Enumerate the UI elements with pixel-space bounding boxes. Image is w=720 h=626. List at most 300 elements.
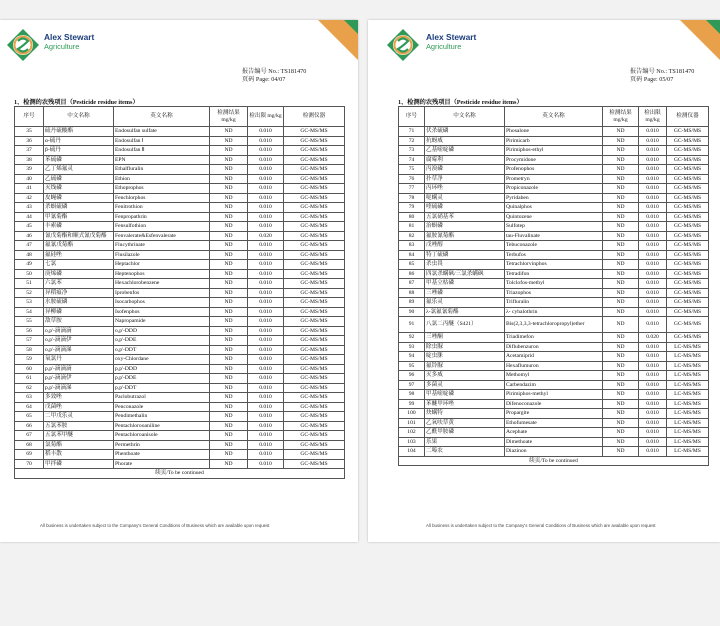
report-no-label: 报告编号 No.:: [630, 68, 668, 75]
row-cn-name: 治螟磷: [425, 222, 505, 232]
row-method: GC-MS/MS: [284, 402, 345, 412]
row-cn-name: 异稻瘟净: [44, 288, 114, 298]
row-method: LC-MS/MS: [667, 399, 709, 409]
row-result: ND: [603, 279, 639, 289]
row-lod: 0.010: [639, 307, 667, 317]
table-row: [15, 260, 345, 270]
row-en-name: Trifluralin: [505, 298, 603, 308]
row-index: 57: [15, 336, 44, 346]
table-row: [15, 269, 345, 279]
row-en-name: Propargite: [505, 409, 603, 419]
row-method: GC-MS/MS: [284, 374, 345, 384]
row-cn-name: β-硫丹: [44, 146, 114, 156]
row-cn-name: 戊菌唑: [44, 402, 114, 412]
table-row: [15, 136, 345, 146]
row-cn-name: o,p'-滴滴伊: [44, 336, 114, 346]
row-result: ND: [603, 428, 639, 438]
row-index: 92: [399, 333, 425, 343]
row-index: 98: [399, 390, 425, 400]
row-method: GC-MS/MS: [284, 269, 345, 279]
row-result: ND: [603, 241, 639, 251]
row-en-name: Endosulfan sulfate: [114, 127, 210, 137]
row-index: 76: [399, 174, 425, 184]
row-result: ND: [210, 307, 248, 317]
row-cn-name: 喹硫磷: [425, 203, 505, 213]
row-index: 61: [15, 374, 44, 384]
table-row: [399, 352, 709, 362]
row-lod: 0.010: [248, 431, 284, 441]
report-no: TS181470: [280, 68, 307, 75]
row-lod: 0.010: [248, 412, 284, 422]
report-info: [242, 68, 306, 84]
header-method: 检测仪器: [667, 107, 709, 127]
row-result: ND: [210, 269, 248, 279]
table-row: [399, 212, 709, 222]
row-en-name: Quintozene: [505, 212, 603, 222]
row-en-name: Pirimiphos-ethyl: [505, 146, 603, 156]
row-cn-name: 甲基嘧啶磷: [425, 390, 505, 400]
row-method: LC-MS/MS: [667, 409, 709, 419]
row-result: ND: [210, 260, 248, 270]
table-row: [399, 193, 709, 203]
row-en-name: Methomyl: [505, 371, 603, 381]
row-lod: 0.010: [248, 155, 284, 165]
row-cn-name: 氰戊菊酯和顺式氰戊菊酯: [44, 231, 114, 241]
table-row: [399, 165, 709, 175]
header-en-name: 英文名称: [505, 107, 603, 127]
row-en-name: o,p'-DDT: [114, 345, 210, 355]
row-method: GC-MS/MS: [284, 364, 345, 374]
row-lod: 0.010: [248, 307, 284, 317]
row-method: LC-MS/MS: [667, 352, 709, 362]
row-lod: 0.010: [248, 127, 284, 137]
row-cn-name: 二嗪农: [425, 447, 505, 457]
table-row: [399, 390, 709, 400]
row-index: 52: [15, 288, 44, 298]
row-cn-name: λ-氯氟氰菊酯: [425, 307, 505, 317]
row-cn-name: 伏杀硫磷: [425, 127, 505, 137]
row-method: GC-MS/MS: [284, 193, 345, 203]
table-row: [399, 371, 709, 381]
section-title: 1、检测的农残项目（Pesticide residue items）: [398, 99, 523, 106]
row-cn-name: 特丁硫磷: [425, 250, 505, 260]
table-row: [399, 333, 709, 343]
row-result: ND: [603, 361, 639, 371]
row-lod: 0.010: [248, 250, 284, 260]
row-lod: 0.010: [639, 428, 667, 438]
row-result: ND: [210, 193, 248, 203]
row-method: GC-MS/MS: [667, 250, 709, 260]
table-row: [15, 231, 345, 241]
row-lod: 0.010: [248, 241, 284, 251]
row-lod: 0.010: [248, 421, 284, 431]
row-en-name: Hexaflumuron: [505, 361, 603, 371]
table-row: [15, 393, 345, 403]
row-cn-name: 多菌灵: [425, 380, 505, 390]
row-result: ND: [210, 165, 248, 175]
row-en-name: Bis(2,3,3,3-tetrachloropropyl)ether: [505, 317, 603, 333]
table-row: [15, 241, 345, 251]
row-lod: 0.010: [639, 241, 667, 251]
row-index: 37: [15, 146, 44, 156]
row-en-name: Fenpropathrin: [114, 212, 210, 222]
row-result: ND: [603, 155, 639, 165]
corner-decoration-green: [344, 20, 358, 34]
row-index: 95: [399, 361, 425, 371]
brand-name: [44, 33, 94, 51]
row-cn-name: p,p'-滴滴伊: [44, 374, 114, 384]
row-index: 101: [399, 418, 425, 428]
row-en-name: p,p'-DDT: [114, 383, 210, 393]
row-method: GC-MS/MS: [284, 326, 345, 336]
row-en-name: Sulfotep: [505, 222, 603, 232]
row-index: 44: [15, 212, 44, 222]
row-method: GC-MS/MS: [667, 212, 709, 222]
report-page-left: [0, 20, 358, 542]
row-lod: 0.010: [248, 355, 284, 365]
row-lod: 0.010: [639, 298, 667, 308]
row-en-name: Acetamiprid: [505, 352, 603, 362]
row-en-name: Phenthoate: [114, 450, 210, 460]
row-en-name: Penconazole: [114, 402, 210, 412]
row-index: 81: [399, 222, 425, 232]
row-index: 82: [399, 231, 425, 241]
row-en-name: Flucythrinate: [114, 241, 210, 251]
row-result: ND: [210, 412, 248, 422]
row-index: 84: [399, 250, 425, 260]
row-cn-name: 苯硫磷: [44, 155, 114, 165]
row-result: ND: [210, 374, 248, 384]
row-index: 78: [399, 193, 425, 203]
header-index: 序号: [399, 107, 425, 127]
table-row: [399, 241, 709, 251]
header-cn-name: 中文名称: [425, 107, 505, 127]
row-index: 85: [399, 260, 425, 270]
table-row: [399, 174, 709, 184]
row-index: 100: [399, 409, 425, 419]
row-result: ND: [603, 250, 639, 260]
header-result: 检测结果 mg/kg: [210, 107, 248, 127]
section-title: 1、检测的农残项目（Pesticide residue items）: [14, 99, 139, 106]
row-method: GC-MS/MS: [667, 241, 709, 251]
row-result: ND: [210, 402, 248, 412]
row-method: GC-MS/MS: [284, 155, 345, 165]
brand-line2: Agriculture: [426, 42, 462, 52]
row-cn-name: 丙环唑: [425, 184, 505, 194]
row-result: ND: [603, 174, 639, 184]
row-en-name: Isocarbophos: [114, 298, 210, 308]
table-row: [15, 402, 345, 412]
row-en-name: Procymidone: [505, 155, 603, 165]
row-index: 55: [15, 317, 44, 327]
row-index: 90: [399, 307, 425, 317]
table-row: [399, 155, 709, 165]
row-en-name: Profenophos: [505, 165, 603, 175]
row-index: 66: [15, 421, 44, 431]
row-index: 45: [15, 222, 44, 232]
row-lod: 0.010: [639, 288, 667, 298]
row-en-name: Pirimicarb: [505, 136, 603, 146]
row-cn-name: 甲拌磷: [44, 459, 114, 469]
page-label: 页码 Page:: [630, 76, 658, 83]
row-result: ND: [603, 390, 639, 400]
row-result: ND: [603, 371, 639, 381]
row-index: 87: [399, 279, 425, 289]
row-lod: 0.010: [248, 374, 284, 384]
row-index: 53: [15, 298, 44, 308]
table-row: [15, 345, 345, 355]
table-row: [399, 317, 709, 333]
row-index: 36: [15, 136, 44, 146]
row-method: LC-MS/MS: [667, 371, 709, 381]
row-index: 103: [399, 437, 425, 447]
row-method: GC-MS/MS: [667, 288, 709, 298]
table-row: [399, 288, 709, 298]
row-lod: 0.010: [639, 155, 667, 165]
table-row: [15, 279, 345, 289]
row-lod: 0.010: [248, 136, 284, 146]
row-result: ND: [603, 193, 639, 203]
table-row: [399, 222, 709, 232]
report-no-label: 报告编号 No.:: [242, 68, 280, 75]
row-lod: 0.010: [248, 269, 284, 279]
to-be-continued: 续页/To be continued: [15, 469, 345, 479]
row-result: ND: [603, 269, 639, 279]
row-cn-name: 抗蚜威: [425, 136, 505, 146]
table-row: [15, 450, 345, 460]
table-row: [15, 250, 345, 260]
row-index: 104: [399, 447, 425, 457]
row-result: ND: [603, 307, 639, 317]
table-row: [399, 184, 709, 194]
row-cn-name: 杀虫畏: [425, 260, 505, 270]
row-lod: 0.010: [639, 437, 667, 447]
row-result: ND: [210, 279, 248, 289]
row-lod: 0.010: [248, 326, 284, 336]
row-lod: 0.010: [639, 127, 667, 137]
row-method: GC-MS/MS: [667, 333, 709, 343]
row-cn-name: 甲氰菊酯: [44, 212, 114, 222]
row-index: 48: [15, 250, 44, 260]
row-method: GC-MS/MS: [667, 231, 709, 241]
row-result: ND: [603, 298, 639, 308]
row-cn-name: 哒螨灵: [425, 193, 505, 203]
row-result: ND: [603, 447, 639, 457]
row-lod: 0.010: [639, 342, 667, 352]
row-cn-name: 氯菊酯: [44, 440, 114, 450]
table-row: [399, 279, 709, 289]
row-index: 91: [399, 317, 425, 333]
row-cn-name: 杀螟硫磷: [44, 203, 114, 213]
row-en-name: λ- cyhalothrin: [505, 307, 603, 317]
table-row: [15, 317, 345, 327]
row-lod: 0.010: [248, 184, 284, 194]
table-row: [399, 269, 709, 279]
row-cn-name: 八氯二丙醚（S421）: [425, 317, 505, 333]
row-method: GC-MS/MS: [284, 383, 345, 393]
brand-line1: Alex Stewart: [426, 32, 477, 42]
row-en-name: Pentachloroanisole: [114, 431, 210, 441]
table-row: [15, 127, 345, 137]
table-row: [399, 146, 709, 156]
row-cn-name: 七氯: [44, 260, 114, 270]
row-result: ND: [603, 380, 639, 390]
row-cn-name: 稻丰散: [44, 450, 114, 460]
table-row: [399, 399, 709, 409]
row-result: ND: [603, 260, 639, 270]
row-cn-name: 水胺硫磷: [44, 298, 114, 308]
row-result: ND: [603, 288, 639, 298]
row-lod: 0.010: [639, 269, 667, 279]
row-lod: 0.010: [248, 203, 284, 213]
table-row: [399, 447, 709, 457]
row-index: 38: [15, 155, 44, 165]
row-cn-name: 三唑磷: [425, 288, 505, 298]
row-result: ND: [210, 231, 248, 241]
row-result: ND: [603, 317, 639, 333]
row-method: LC-MS/MS: [667, 342, 709, 352]
table-row: [15, 355, 345, 365]
row-lod: 0.010: [639, 352, 667, 362]
row-lod: 0.010: [248, 440, 284, 450]
row-en-name: Diazinon: [505, 447, 603, 457]
row-lod: 0.010: [248, 174, 284, 184]
row-cn-name: 苯醚甲环唑: [425, 399, 505, 409]
row-index: 46: [15, 231, 44, 241]
row-result: ND: [603, 333, 639, 343]
page-number: 05/07: [659, 76, 674, 83]
row-lod: 0.010: [639, 174, 667, 184]
report-info: [630, 68, 694, 84]
row-method: GC-MS/MS: [667, 260, 709, 270]
row-result: ND: [210, 317, 248, 327]
row-result: ND: [210, 393, 248, 403]
table-row: [15, 431, 345, 441]
row-index: 40: [15, 174, 44, 184]
row-lod: 0.020: [639, 333, 667, 343]
row-result: ND: [210, 298, 248, 308]
row-method: GC-MS/MS: [284, 250, 345, 260]
row-result: ND: [210, 421, 248, 431]
row-cn-name: o,p'-滴滴涕: [44, 345, 114, 355]
row-en-name: Ethion: [114, 174, 210, 184]
header-lod: 检出限 mg/kg: [639, 107, 667, 127]
row-result: ND: [603, 127, 639, 137]
row-method: GC-MS/MS: [667, 146, 709, 156]
row-lod: 0.010: [639, 317, 667, 333]
row-lod: 0.010: [639, 380, 667, 390]
row-method: LC-MS/MS: [667, 418, 709, 428]
row-en-name: Diflubenzuron: [505, 342, 603, 352]
row-index: 41: [15, 184, 44, 194]
to-be-continued: 续页/To be continued: [399, 456, 709, 466]
row-method: GC-MS/MS: [284, 393, 345, 403]
row-cn-name: 氟硅唑: [44, 250, 114, 260]
row-cn-name: α-硫丹: [44, 136, 114, 146]
row-lod: 0.010: [639, 418, 667, 428]
row-method: GC-MS/MS: [284, 260, 345, 270]
table-row: [399, 342, 709, 352]
row-result: ND: [210, 383, 248, 393]
table-row: [15, 298, 345, 308]
row-result: ND: [210, 459, 248, 469]
row-result: ND: [603, 203, 639, 213]
row-en-name: Acephate: [505, 428, 603, 438]
footer-note: All business is undertaken subject to the Company's General Conditions of Business which are available upon request: [40, 523, 270, 528]
table-header-row: [15, 107, 345, 127]
row-lod: 0.010: [639, 165, 667, 175]
row-method: GC-MS/MS: [667, 317, 709, 333]
row-en-name: Tolclofos-methyl: [505, 279, 603, 289]
row-lod: 0.010: [248, 364, 284, 374]
row-result: ND: [210, 355, 248, 365]
row-lod: 0.010: [248, 459, 284, 469]
row-result: ND: [210, 174, 248, 184]
row-method: GC-MS/MS: [284, 165, 345, 175]
row-method: LC-MS/MS: [667, 390, 709, 400]
row-method: GC-MS/MS: [667, 155, 709, 165]
row-result: ND: [603, 136, 639, 146]
row-method: GC-MS/MS: [284, 355, 345, 365]
row-en-name: Ethoprophos: [114, 184, 210, 194]
row-lod: 0.010: [639, 222, 667, 232]
row-method: GC-MS/MS: [667, 203, 709, 213]
row-index: 64: [15, 402, 44, 412]
table-row: [15, 307, 345, 317]
row-lod: 0.010: [639, 146, 667, 156]
row-result: ND: [210, 203, 248, 213]
table-row: [15, 374, 345, 384]
row-cn-name: 五氯硝基苯: [425, 212, 505, 222]
row-method: GC-MS/MS: [667, 298, 709, 308]
row-index: 42: [15, 193, 44, 203]
table-row: [399, 298, 709, 308]
row-method: GC-MS/MS: [284, 298, 345, 308]
table-row: [399, 127, 709, 137]
row-cn-name: 丰索磷: [44, 222, 114, 232]
row-cn-name: 炔螨特: [425, 409, 505, 419]
row-method: GC-MS/MS: [667, 136, 709, 146]
brand-name: [426, 33, 476, 51]
table-row: [399, 136, 709, 146]
page-number: 04/07: [271, 76, 286, 83]
row-lod: 0.010: [639, 399, 667, 409]
row-lod: 0.010: [248, 336, 284, 346]
row-cn-name: 庚烯磷: [44, 269, 114, 279]
row-cn-name: 啶虫脒: [425, 352, 505, 362]
row-method: GC-MS/MS: [667, 193, 709, 203]
row-index: 47: [15, 241, 44, 251]
row-result: ND: [210, 326, 248, 336]
row-cn-name: p,p'-滴滴滴: [44, 364, 114, 374]
row-result: ND: [210, 146, 248, 156]
row-result: ND: [603, 437, 639, 447]
row-cn-name: o,p'-滴滴滴: [44, 326, 114, 336]
row-result: ND: [210, 450, 248, 460]
row-index: 86: [399, 269, 425, 279]
row-cn-name: 戊唑醇: [425, 241, 505, 251]
row-cn-name: 六氯苯: [44, 279, 114, 289]
row-lod: 0.010: [248, 383, 284, 393]
row-result: ND: [210, 184, 248, 194]
row-method: GC-MS/MS: [284, 450, 345, 460]
row-method: GC-MS/MS: [284, 231, 345, 241]
row-index: 79: [399, 203, 425, 213]
row-method: GC-MS/MS: [284, 146, 345, 156]
table-row: [15, 155, 345, 165]
table-row: [15, 203, 345, 213]
row-en-name: Triadimefon: [505, 333, 603, 343]
